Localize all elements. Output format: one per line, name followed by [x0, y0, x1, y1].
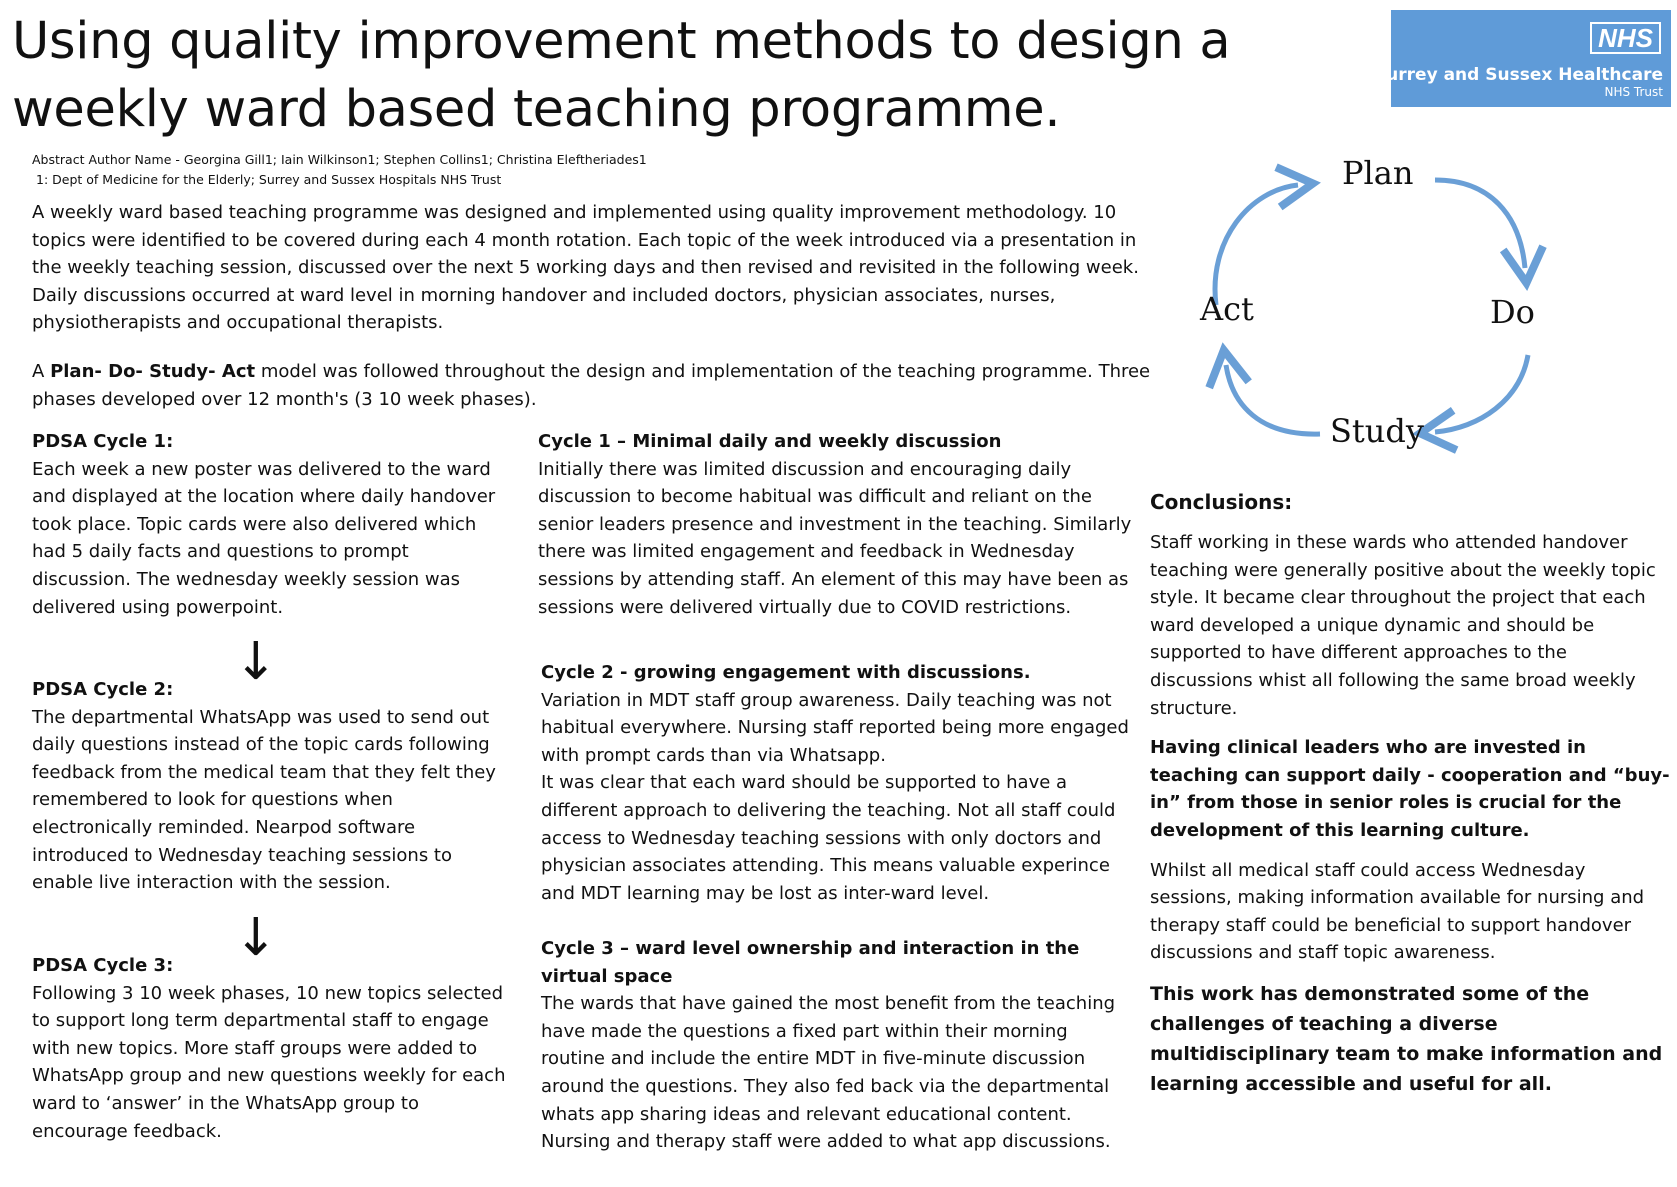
- arrow-do-to-study-icon: [1435, 355, 1528, 432]
- nhs-logo-mark: NHS: [1590, 22, 1661, 54]
- cycle-3-detail-heading: Cycle 3 – ward level ownership and interaction in the virtual space: [541, 938, 1080, 987]
- arrow-study-to-act-icon: [1226, 365, 1320, 434]
- pdsa-label-do: Do: [1490, 293, 1535, 331]
- pdsa-cycle-2: [32, 676, 512, 897]
- cycle-2-detail-text-2: It was clear that each ward should be supported to have a different approach to delivering the teaching. Not all staff could access to Wednesday teaching sessions with only doctors and physician associates attending. This means valuable experince and MDT learning may be lost as inter-ward level.: [541, 772, 1116, 904]
- nhs-logo-trust-name: Surrey and Sussex Healthcare: [1373, 65, 1663, 85]
- pdsa-cycle-1: [32, 428, 512, 621]
- conclusions-heading: Conclusions:: [1150, 490, 1293, 514]
- conclusions-paragraph-1: Staff working in these wards who attended handover teaching were generally positive about the weekly topic style. It became clear throughout the project that each ward developed a unique dynamic and should be supported to have different approaches to the discussions whist all following the same broad weekly structure.: [1150, 532, 1656, 719]
- cycle-3-detail-text: The wards that have gained the most benefit from the teaching have made the questions a fixed part within their morning routine and include the entire MDT in five-minute discussion around the questions. They also fed back via the departmental whats app sharing ideas and relevant educational content. Nursing and therapy staff were added to what app discussions.: [541, 993, 1116, 1153]
- conclusions-paragraph-3: Whilst all medical staff could access Wednesday sessions, making information available for nursing and therapy staff could be beneficial to support handover discussions and staff topic awareness.: [1150, 859, 1645, 964]
- conclusions-paragraph-4: This work has demonstrated some of the challenges of teaching a diverse multidisciplinary team to make information and learning accessible and useful for all.: [1150, 982, 1663, 1095]
- cycle-2-detail: [541, 659, 1135, 907]
- pdsa-label-study: Study: [1330, 412, 1424, 450]
- pdsa-cycle-3-heading: PDSA Cycle 3:: [32, 955, 174, 976]
- arrow-act-to-plan-icon: [1215, 185, 1298, 305]
- intro-section: [32, 199, 1157, 413]
- nhs-trust-logo: [1373, 10, 1671, 107]
- author-names: Abstract Author Name - Georgina Gill1; Iain Wilkinson1; Stephen Collins1; Christina Eleftheriades1: [32, 152, 647, 167]
- nhs-logo-subtitle: NHS Trust: [1604, 85, 1663, 99]
- cycle-2-detail-text: Variation in MDT staff group awareness. Daily teaching was not habitual everywhere. Nursing staff reported being more engaged with prompt cards than via Whatsapp.: [541, 689, 1129, 766]
- author-affiliation: 1: Dept of Medicine for the Elderly; Surrey and Sussex Hospitals NHS Trust: [36, 172, 502, 187]
- down-arrow-icon: ↓: [234, 908, 278, 968]
- pdsa-model-rest: model was followed throughout the design and implementation of the teaching programme. Three phases developed over 12 month's (3 10 week phases).: [32, 360, 1151, 410]
- conclusions-section: [1150, 487, 1670, 1099]
- pdsa-cycle-2-heading: PDSA Cycle 2:: [32, 679, 174, 700]
- cycle-3-detail: [541, 935, 1135, 1156]
- pdsa-cycle-1-text: Each week a new poster was delivered to the ward and displayed at the location where daily handover took place. Topic cards were also delivered which had 5 daily facts and questions to prompt discussion. The wednesday weekly session was delivered using powerpoint.: [32, 458, 496, 618]
- poster-title: Using quality improvement methods to design a weekly ward based teaching programme.: [12, 12, 1231, 139]
- pdsa-cycle-1-heading: PDSA Cycle 1:: [32, 431, 174, 452]
- pdsa-model-prefix: A: [32, 360, 45, 382]
- pdsa-label-plan: Plan: [1342, 154, 1414, 192]
- conclusions-paragraph-2: Having clinical leaders who are invested in teaching can support daily - cooperation and “buy-in” from those in senior roles is crucial for the development of this learning culture.: [1150, 737, 1670, 841]
- down-arrow-icon: ↓: [234, 632, 278, 692]
- author-block: [32, 150, 647, 190]
- cycle-1-detail-heading: Cycle 1 – Minimal daily and weekly discussion: [538, 431, 1002, 452]
- arrow-plan-to-do-icon: [1435, 180, 1525, 268]
- cycle-1-detail: [538, 428, 1135, 621]
- pdsa-model-paragraph: [32, 358, 1157, 413]
- pdsa-cycle-3-text: Following 3 10 week phases, 10 new topics selected to support long term departmental staff to engage with new topics. More staff groups were added to WhatsApp group and new questions weekly for each ward to ‘answer’ in the WhatsApp group to encourage feedback.: [32, 982, 506, 1142]
- pdsa-cycle-2-text: The departmental WhatsApp was used to send out daily questions instead of the topic cards following feedback from the medical team that they felt they remembered to look for questions when electronically reminded. Nearpod software introduced to Wednesday teaching sessions to enable live interaction with the session.: [32, 706, 496, 894]
- intro-paragraph: A weekly ward based teaching programme was designed and implemented using quality improvement methodology. 10 topics were identified to be covered during each 4 month rotation. Each topic of the week introduced via a presentation in the weekly teaching session, discussed over the next 5 working days and then revised and revisited in the following week. Daily discussions occurred at ward level in morning handover and included doctors, physician associates, nurses, physiotherapists and occupational therapists.: [32, 202, 1139, 334]
- pdsa-model-bold: Plan- Do- Study- Act: [50, 360, 256, 382]
- pdsa-label-act: Act: [1200, 290, 1254, 328]
- cycle-2-detail-heading: Cycle 2 - growing engagement with discussions.: [541, 662, 1031, 683]
- cycle-1-detail-text: Initially there was limited discussion and encouraging daily discussion to become habitual was difficult and reliant on the senior leaders presence and investment in the teaching. Similarly there was limited engagement and feedback in Wednesday sessions by attending staff. An element of this may have been as sessions were delivered virtually due to COVID restrictions.: [538, 458, 1132, 618]
- pdsa-cycle-3: [32, 952, 512, 1145]
